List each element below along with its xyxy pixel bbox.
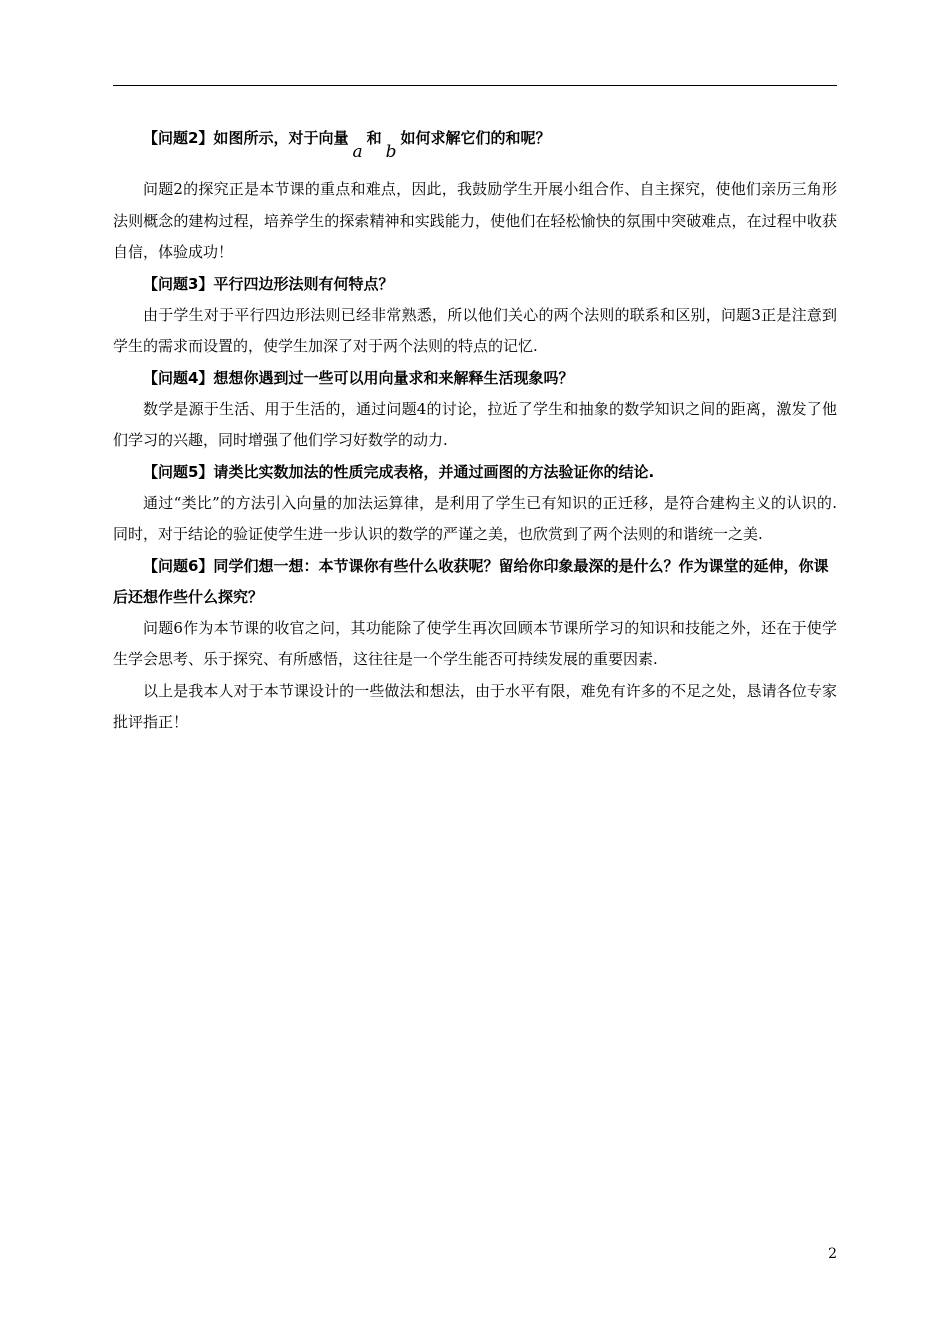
question-6-heading: 【问题6】同学们想一想：本节课你有些什么收获呢？留给你印象最深的是什么？作为课堂的延伸，你课后还想作些什么探究？	[113, 556, 829, 606]
question-5-heading: 【问题5】请类比实数加法的性质完成表格，并通过画图的方法验证你的结论.	[143, 462, 655, 481]
question-2-and: 和	[366, 129, 382, 147]
paragraph-7: 以上是我本人对于本节课设计的一些做法和想法，由于水平有限，难免有许多的不足之处，恳请各位专家批评指正！	[113, 681, 837, 731]
paragraph-6: 问题6作为本节课的收官之问，其功能除了使学生再次回顾本节课所学习的知识和技能之外，还在于使学生学会思考、乐于探究、有所感悟，这往往是一个学生能否可持续发展的重要因素.	[113, 618, 837, 668]
question-2-prefix: 【问题2】如图所示，对于向量	[143, 129, 349, 147]
vector-a: a	[352, 142, 363, 162]
question-2-heading	[113, 118, 837, 162]
document-body	[113, 118, 837, 739]
paragraph-5: 通过“类比”的方法引入向量的加法运算律，是利用了学生已有知识的正迁移，是符合建构主义的认识的. 同时，对于结论的验证使学生进一步认识的数学的严谨之美，也欣赏到了两个法则的和谐统一之美.	[113, 493, 837, 543]
question-2-suffix: 如何求解它们的和呢？	[400, 129, 551, 147]
question-3-heading: 【问题3】平行四边形法则有何特点？	[143, 274, 394, 293]
header-rule	[113, 85, 837, 86]
paragraph-3: 由于学生对于平行四边形法则已经非常熟悉，所以他们关心的两个法则的联系和区别，问题3正是注意到学生的需求而设置的，使学生加深了对于两个法则的特点的记忆.	[113, 305, 837, 355]
paragraph-4: 数学是源于生活、用于生活的，通过问题4的讨论，拉近了学生和抽象的数学知识之间的距离，激发了他们学习的兴趣，同时增强了他们学习好数学的动力.	[113, 399, 837, 449]
vector-b: b	[385, 142, 397, 162]
page-number: 2	[828, 1246, 837, 1262]
paragraph-2: 问题2的探究正是本节课的重点和难点，因此，我鼓励学生开展小组合作、自主探究，使他们亲历三角形法则概念的建构过程，培养学生的探索精神和实践能力，使他们在轻松愉快的氛围中突破难点，在过程中收获自信，体验成功！	[113, 180, 837, 261]
question-4-heading: 【问题4】想想你遇到过一些可以用向量求和来解释生活现象吗？	[143, 368, 574, 387]
